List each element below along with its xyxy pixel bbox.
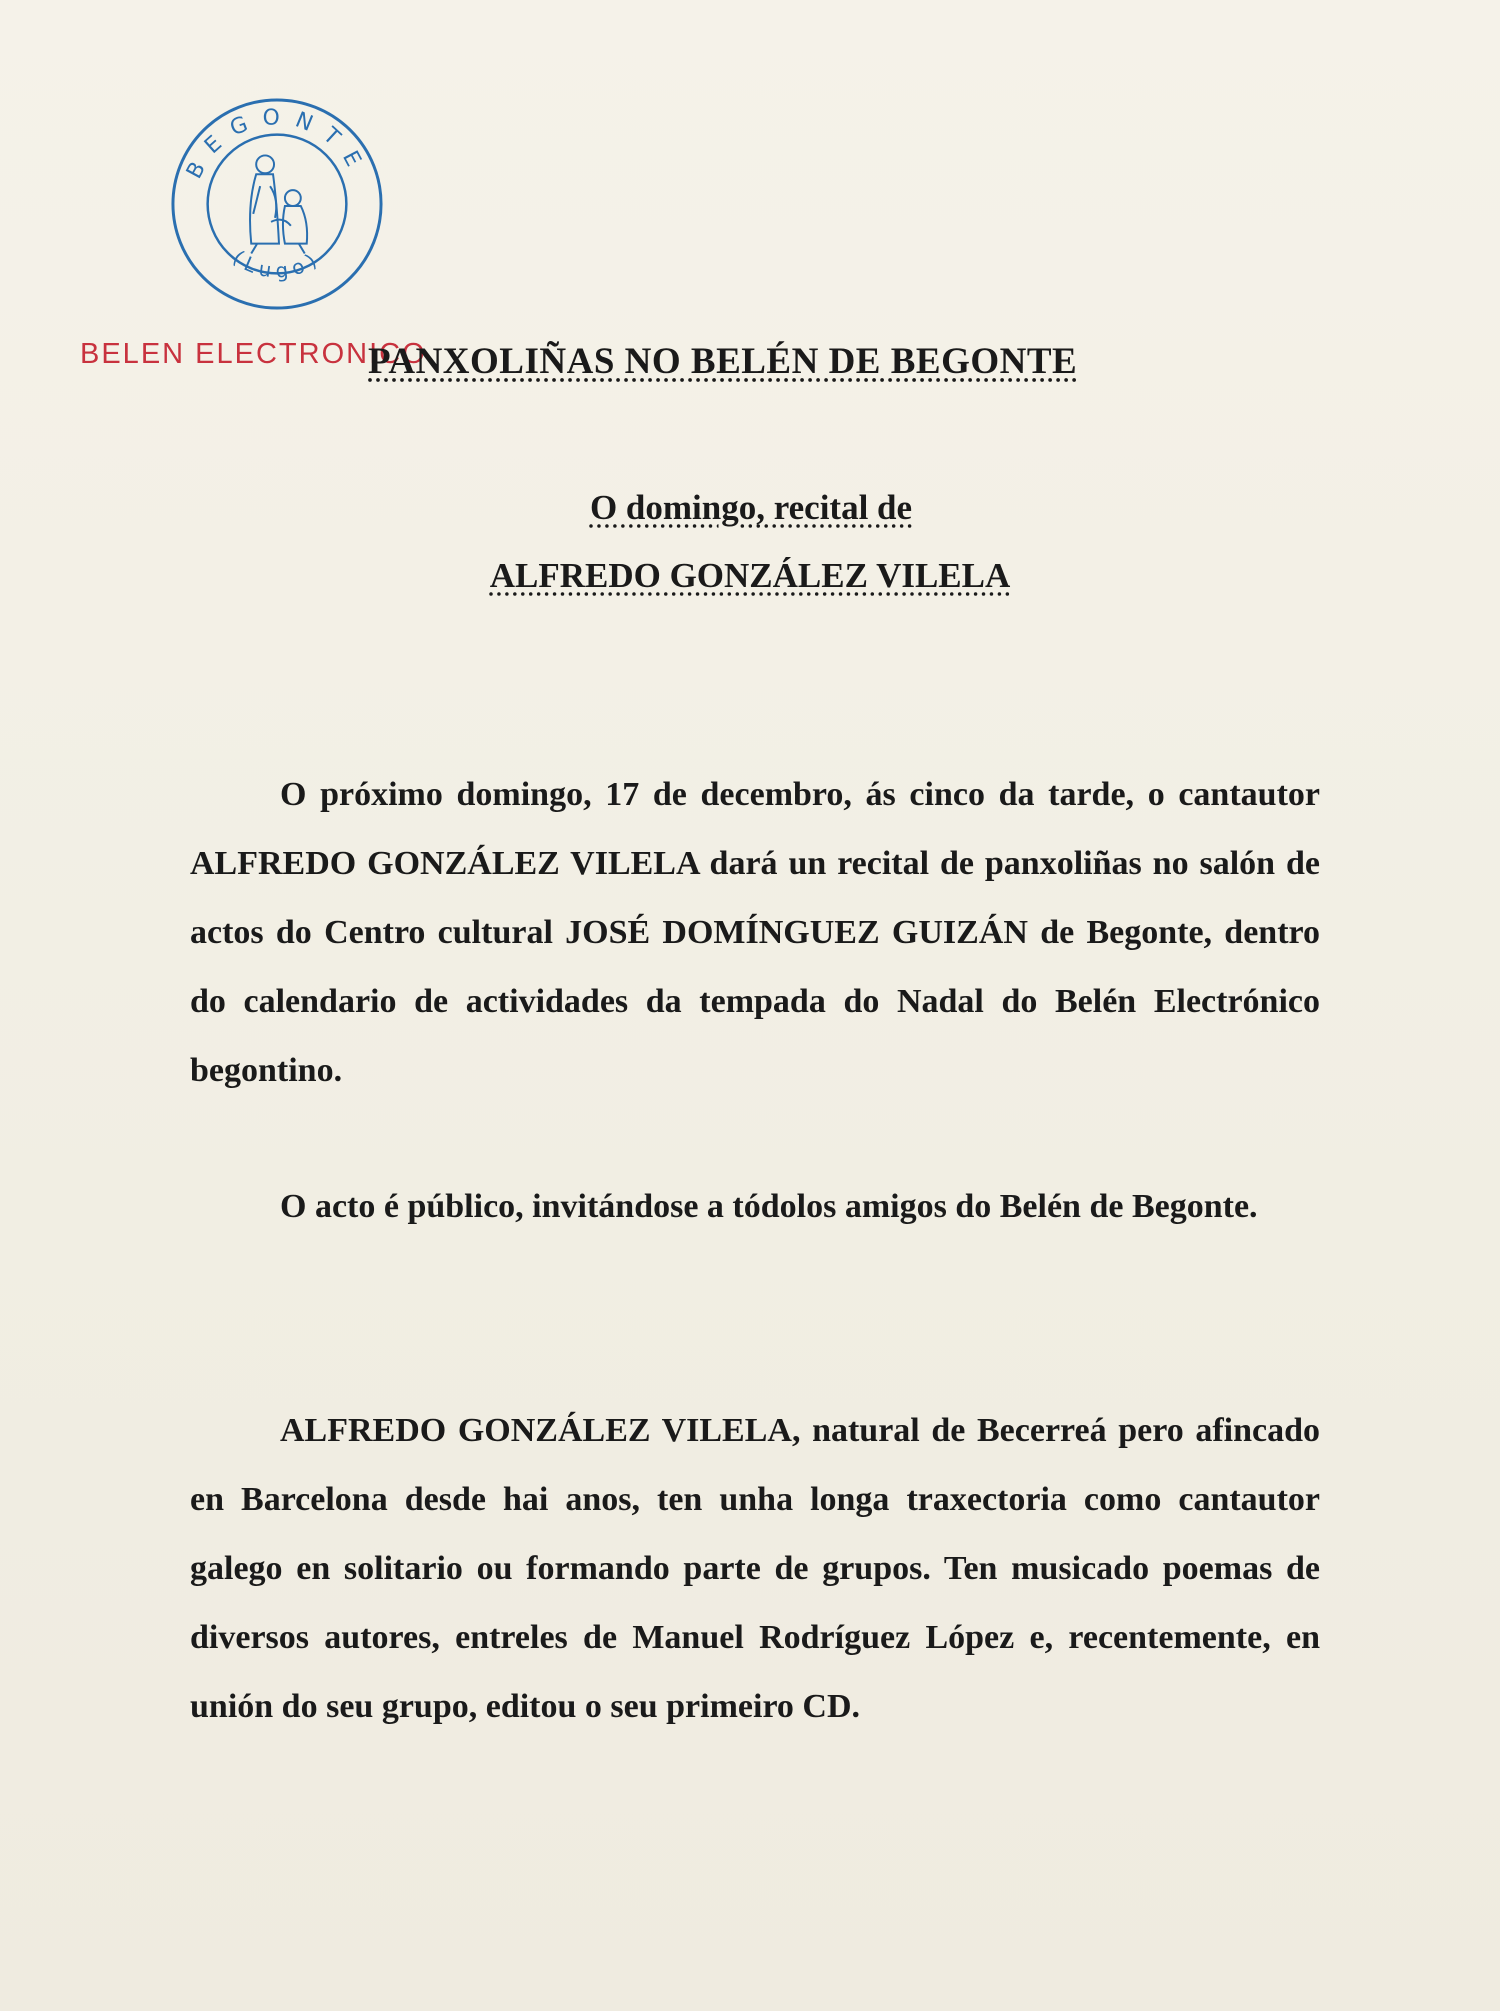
begonte-seal-logo <box>168 95 386 313</box>
subtitle-line-2: ALFREDO GONZÁLEZ VILELA <box>489 556 1011 595</box>
document-title: PANXOLIÑAS NO BELÉN DE BEGONTE <box>368 341 1078 382</box>
letterhead-label: BELEN ELECTRONICO <box>80 338 427 370</box>
paragraph-1: O próximo domingo, 17 de decembro, ás cinco da tarde, o cantautor ALFREDO GONZÁLEZ VILELA dará un recital de panxoliñas no salón de actos do Centro cultural JOSÉ DOMÍNGUEZ GUIZÁN de Begonte, dentro do calendario de actividades da tempada do Nadal do Belén Electrónico begontino. <box>190 776 1320 1089</box>
svg-text:BEGONTE: BEGONTE <box>181 105 373 183</box>
paragraph-3: ALFREDO GONZÁLEZ VILELA, natural de Becerreá pero afincado en Barcelona desde hai anos, ten unha longa traxectoria como cantautor galego en solitario ou formando parte de grupos. Ten musicado poemas de diversos autores, entreles de Manuel Rodríguez López e, recentemente, en unión do seu grupo, editou o seu primeiro CD. <box>190 1412 1320 1725</box>
svg-text:(Lugo): (Lugo) <box>228 245 326 283</box>
paragraph-2: O acto é público, invitándose a tódolos amigos do Belén de Begonte. <box>280 1188 1258 1225</box>
subtitle-line-1: O domingo, recital de <box>589 488 913 527</box>
